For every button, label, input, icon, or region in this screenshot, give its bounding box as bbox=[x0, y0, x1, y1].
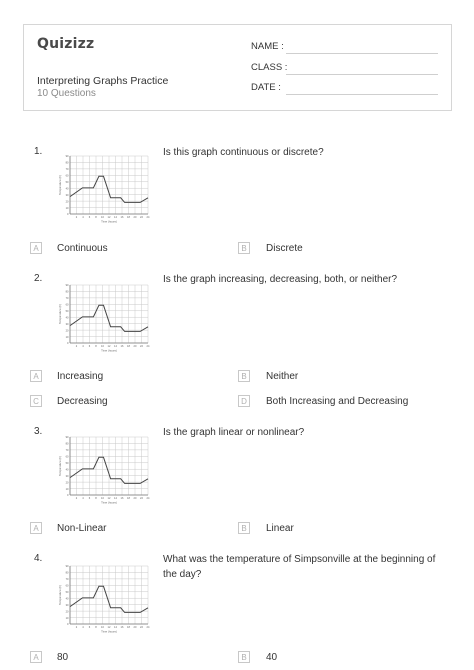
option-a-text[interactable]: Increasing bbox=[57, 371, 104, 382]
x-tick-label: 22 bbox=[140, 497, 143, 500]
question-text: Is the graph increasing, decreasing, both, or neither? bbox=[163, 274, 398, 285]
y-tick-label: 20 bbox=[65, 200, 69, 204]
x-axis-label: Time (hours) bbox=[101, 219, 117, 224]
x-tick-label: 24 bbox=[146, 626, 150, 629]
y-tick-label: 30 bbox=[65, 193, 69, 197]
y-tick-label: 40 bbox=[65, 597, 69, 601]
y-axis-label: Temperature (F) bbox=[58, 455, 62, 477]
x-tick-label: 6 bbox=[88, 216, 91, 219]
x-tick-label: 4 bbox=[82, 216, 84, 219]
option-a-text[interactable]: Non-Linear bbox=[57, 523, 107, 534]
x-tick-label: 6 bbox=[88, 497, 91, 500]
option-b-box[interactable]: B bbox=[238, 242, 250, 254]
question-text: What was the temperature of Simpsonville at the beginning of the day? bbox=[163, 554, 436, 580]
option-b-text[interactable]: Neither bbox=[266, 371, 299, 382]
worksheet-title: Interpreting Graphs Practice bbox=[37, 75, 169, 87]
x-tick-label: 12 bbox=[107, 626, 111, 629]
y-tick-label: 80 bbox=[65, 161, 69, 165]
y-tick-label: 10 bbox=[65, 335, 69, 339]
x-tick-label: 24 bbox=[146, 216, 150, 219]
option-b-box[interactable]: B bbox=[238, 370, 250, 382]
y-tick-label: 70 bbox=[65, 449, 69, 453]
question-number: 1. bbox=[34, 146, 43, 157]
x-tick-label: 14 bbox=[114, 345, 117, 348]
option-b-box[interactable]: B bbox=[238, 651, 250, 663]
temperature-graph bbox=[58, 433, 152, 507]
question-text: Is this graph continuous or discrete? bbox=[163, 147, 324, 158]
option-b-text[interactable]: Discrete bbox=[266, 243, 303, 254]
temperature-graph bbox=[58, 281, 152, 355]
class-label: CLASS : bbox=[251, 62, 288, 73]
y-tick-label: 20 bbox=[65, 481, 69, 485]
date-line[interactable] bbox=[286, 94, 438, 95]
class-line[interactable] bbox=[286, 74, 438, 75]
x-tick-label: 8 bbox=[95, 626, 97, 629]
y-tick-label: 50 bbox=[65, 309, 69, 313]
x-tick-label: 10 bbox=[101, 216, 104, 219]
option-c-box[interactable]: C bbox=[30, 395, 42, 407]
x-tick-label: 16 bbox=[120, 216, 124, 219]
x-tick-label: 6 bbox=[88, 626, 91, 629]
y-tick-label: 0 bbox=[67, 623, 69, 627]
y-tick-label: 60 bbox=[65, 584, 69, 588]
x-tick-label: 12 bbox=[107, 497, 111, 500]
option-b-box[interactable]: B bbox=[238, 522, 250, 534]
x-tick-label: 24 bbox=[146, 345, 150, 348]
y-tick-label: 60 bbox=[65, 303, 69, 307]
option-d-box[interactable]: D bbox=[238, 395, 250, 407]
option-a-box[interactable]: A bbox=[30, 522, 42, 534]
option-a-box[interactable]: A bbox=[30, 242, 42, 254]
y-axis-label: Temperature (F) bbox=[58, 584, 62, 606]
y-tick-label: 80 bbox=[65, 442, 69, 446]
y-tick-label: 10 bbox=[65, 487, 69, 491]
x-tick-label: 10 bbox=[101, 345, 104, 348]
x-tick-label: 20 bbox=[133, 497, 137, 500]
y-tick-label: 30 bbox=[65, 603, 69, 607]
y-tick-label: 30 bbox=[65, 474, 69, 478]
option-a-box[interactable]: A bbox=[30, 651, 42, 663]
name-label: NAME : bbox=[251, 41, 284, 52]
y-tick-label: 30 bbox=[65, 322, 69, 326]
y-tick-label: 60 bbox=[65, 455, 69, 459]
quizizz-logo: Quizizz bbox=[37, 36, 95, 52]
x-tick-label: 14 bbox=[114, 626, 117, 629]
y-axis-label: Temperature (F) bbox=[58, 174, 62, 196]
y-tick-label: 20 bbox=[65, 329, 69, 333]
option-d-text[interactable]: Both Increasing and Decreasing bbox=[266, 396, 409, 407]
x-tick-label: 20 bbox=[133, 626, 137, 629]
x-tick-label: 24 bbox=[146, 497, 150, 500]
y-tick-label: 90 bbox=[65, 565, 69, 569]
x-tick-label: 16 bbox=[120, 497, 124, 500]
y-tick-label: 0 bbox=[67, 342, 69, 346]
y-tick-label: 70 bbox=[65, 297, 69, 301]
x-tick-label: 18 bbox=[127, 497, 130, 500]
y-tick-label: 40 bbox=[65, 468, 69, 472]
y-tick-label: 50 bbox=[65, 590, 69, 594]
x-tick-label: 2 bbox=[75, 497, 78, 500]
x-axis-label: Time (hours) bbox=[101, 629, 117, 634]
question-count: 10 Questions bbox=[37, 88, 96, 99]
question-text: Is the graph linear or nonlinear? bbox=[163, 427, 305, 438]
y-tick-label: 70 bbox=[65, 578, 69, 582]
option-a-text[interactable]: Continuous bbox=[57, 243, 108, 254]
x-tick-label: 12 bbox=[107, 345, 111, 348]
x-tick-label: 18 bbox=[127, 216, 130, 219]
y-tick-label: 60 bbox=[65, 174, 69, 178]
x-tick-label: 22 bbox=[140, 216, 143, 219]
y-tick-label: 40 bbox=[65, 187, 69, 191]
x-tick-label: 8 bbox=[95, 216, 97, 219]
option-a-text[interactable]: 80 bbox=[57, 652, 69, 663]
temperature-graph bbox=[58, 152, 152, 226]
question-number: 2. bbox=[34, 273, 43, 284]
option-a-box[interactable]: A bbox=[30, 370, 42, 382]
x-tick-label: 2 bbox=[75, 345, 78, 348]
question-number: 3. bbox=[34, 426, 43, 437]
x-tick-label: 4 bbox=[82, 626, 84, 629]
worksheet-header bbox=[23, 24, 452, 111]
option-c-text[interactable]: Decreasing bbox=[57, 396, 108, 407]
x-tick-label: 10 bbox=[101, 497, 104, 500]
x-tick-label: 8 bbox=[95, 497, 97, 500]
x-tick-label: 20 bbox=[133, 216, 137, 219]
temperature-graph bbox=[58, 562, 152, 636]
x-tick-label: 16 bbox=[120, 345, 124, 348]
y-tick-label: 90 bbox=[65, 436, 69, 440]
x-tick-label: 16 bbox=[120, 626, 124, 629]
x-tick-label: 2 bbox=[75, 216, 78, 219]
y-tick-label: 90 bbox=[65, 155, 69, 159]
question-number: 4. bbox=[34, 553, 43, 564]
x-tick-label: 22 bbox=[140, 345, 143, 348]
x-tick-label: 14 bbox=[114, 497, 117, 500]
y-tick-label: 90 bbox=[65, 284, 69, 288]
x-axis-label: Time (hours) bbox=[101, 500, 117, 505]
y-tick-label: 80 bbox=[65, 571, 69, 575]
y-tick-label: 10 bbox=[65, 206, 69, 210]
y-tick-label: 70 bbox=[65, 168, 69, 172]
option-b-text[interactable]: 40 bbox=[266, 652, 278, 663]
x-tick-label: 10 bbox=[101, 626, 104, 629]
y-tick-label: 20 bbox=[65, 610, 69, 614]
y-tick-label: 0 bbox=[67, 213, 69, 217]
x-tick-label: 18 bbox=[127, 345, 130, 348]
y-tick-label: 50 bbox=[65, 180, 69, 184]
x-tick-label: 4 bbox=[82, 497, 84, 500]
x-tick-label: 20 bbox=[133, 345, 137, 348]
name-line[interactable] bbox=[286, 53, 438, 54]
y-tick-label: 80 bbox=[65, 290, 69, 294]
y-axis-label: Temperature (F) bbox=[58, 303, 62, 325]
y-tick-label: 50 bbox=[65, 461, 69, 465]
y-tick-label: 10 bbox=[65, 616, 69, 620]
x-tick-label: 18 bbox=[127, 626, 130, 629]
x-axis-label: Time (hours) bbox=[101, 348, 117, 353]
x-tick-label: 12 bbox=[107, 216, 111, 219]
x-tick-label: 4 bbox=[82, 345, 84, 348]
x-tick-label: 22 bbox=[140, 626, 143, 629]
x-tick-label: 6 bbox=[88, 345, 91, 348]
date-label: DATE : bbox=[251, 82, 281, 93]
x-tick-label: 2 bbox=[75, 626, 78, 629]
y-tick-label: 0 bbox=[67, 494, 69, 498]
x-tick-label: 8 bbox=[95, 345, 97, 348]
x-tick-label: 14 bbox=[114, 216, 117, 219]
option-b-text[interactable]: Linear bbox=[266, 523, 294, 534]
y-tick-label: 40 bbox=[65, 316, 69, 320]
